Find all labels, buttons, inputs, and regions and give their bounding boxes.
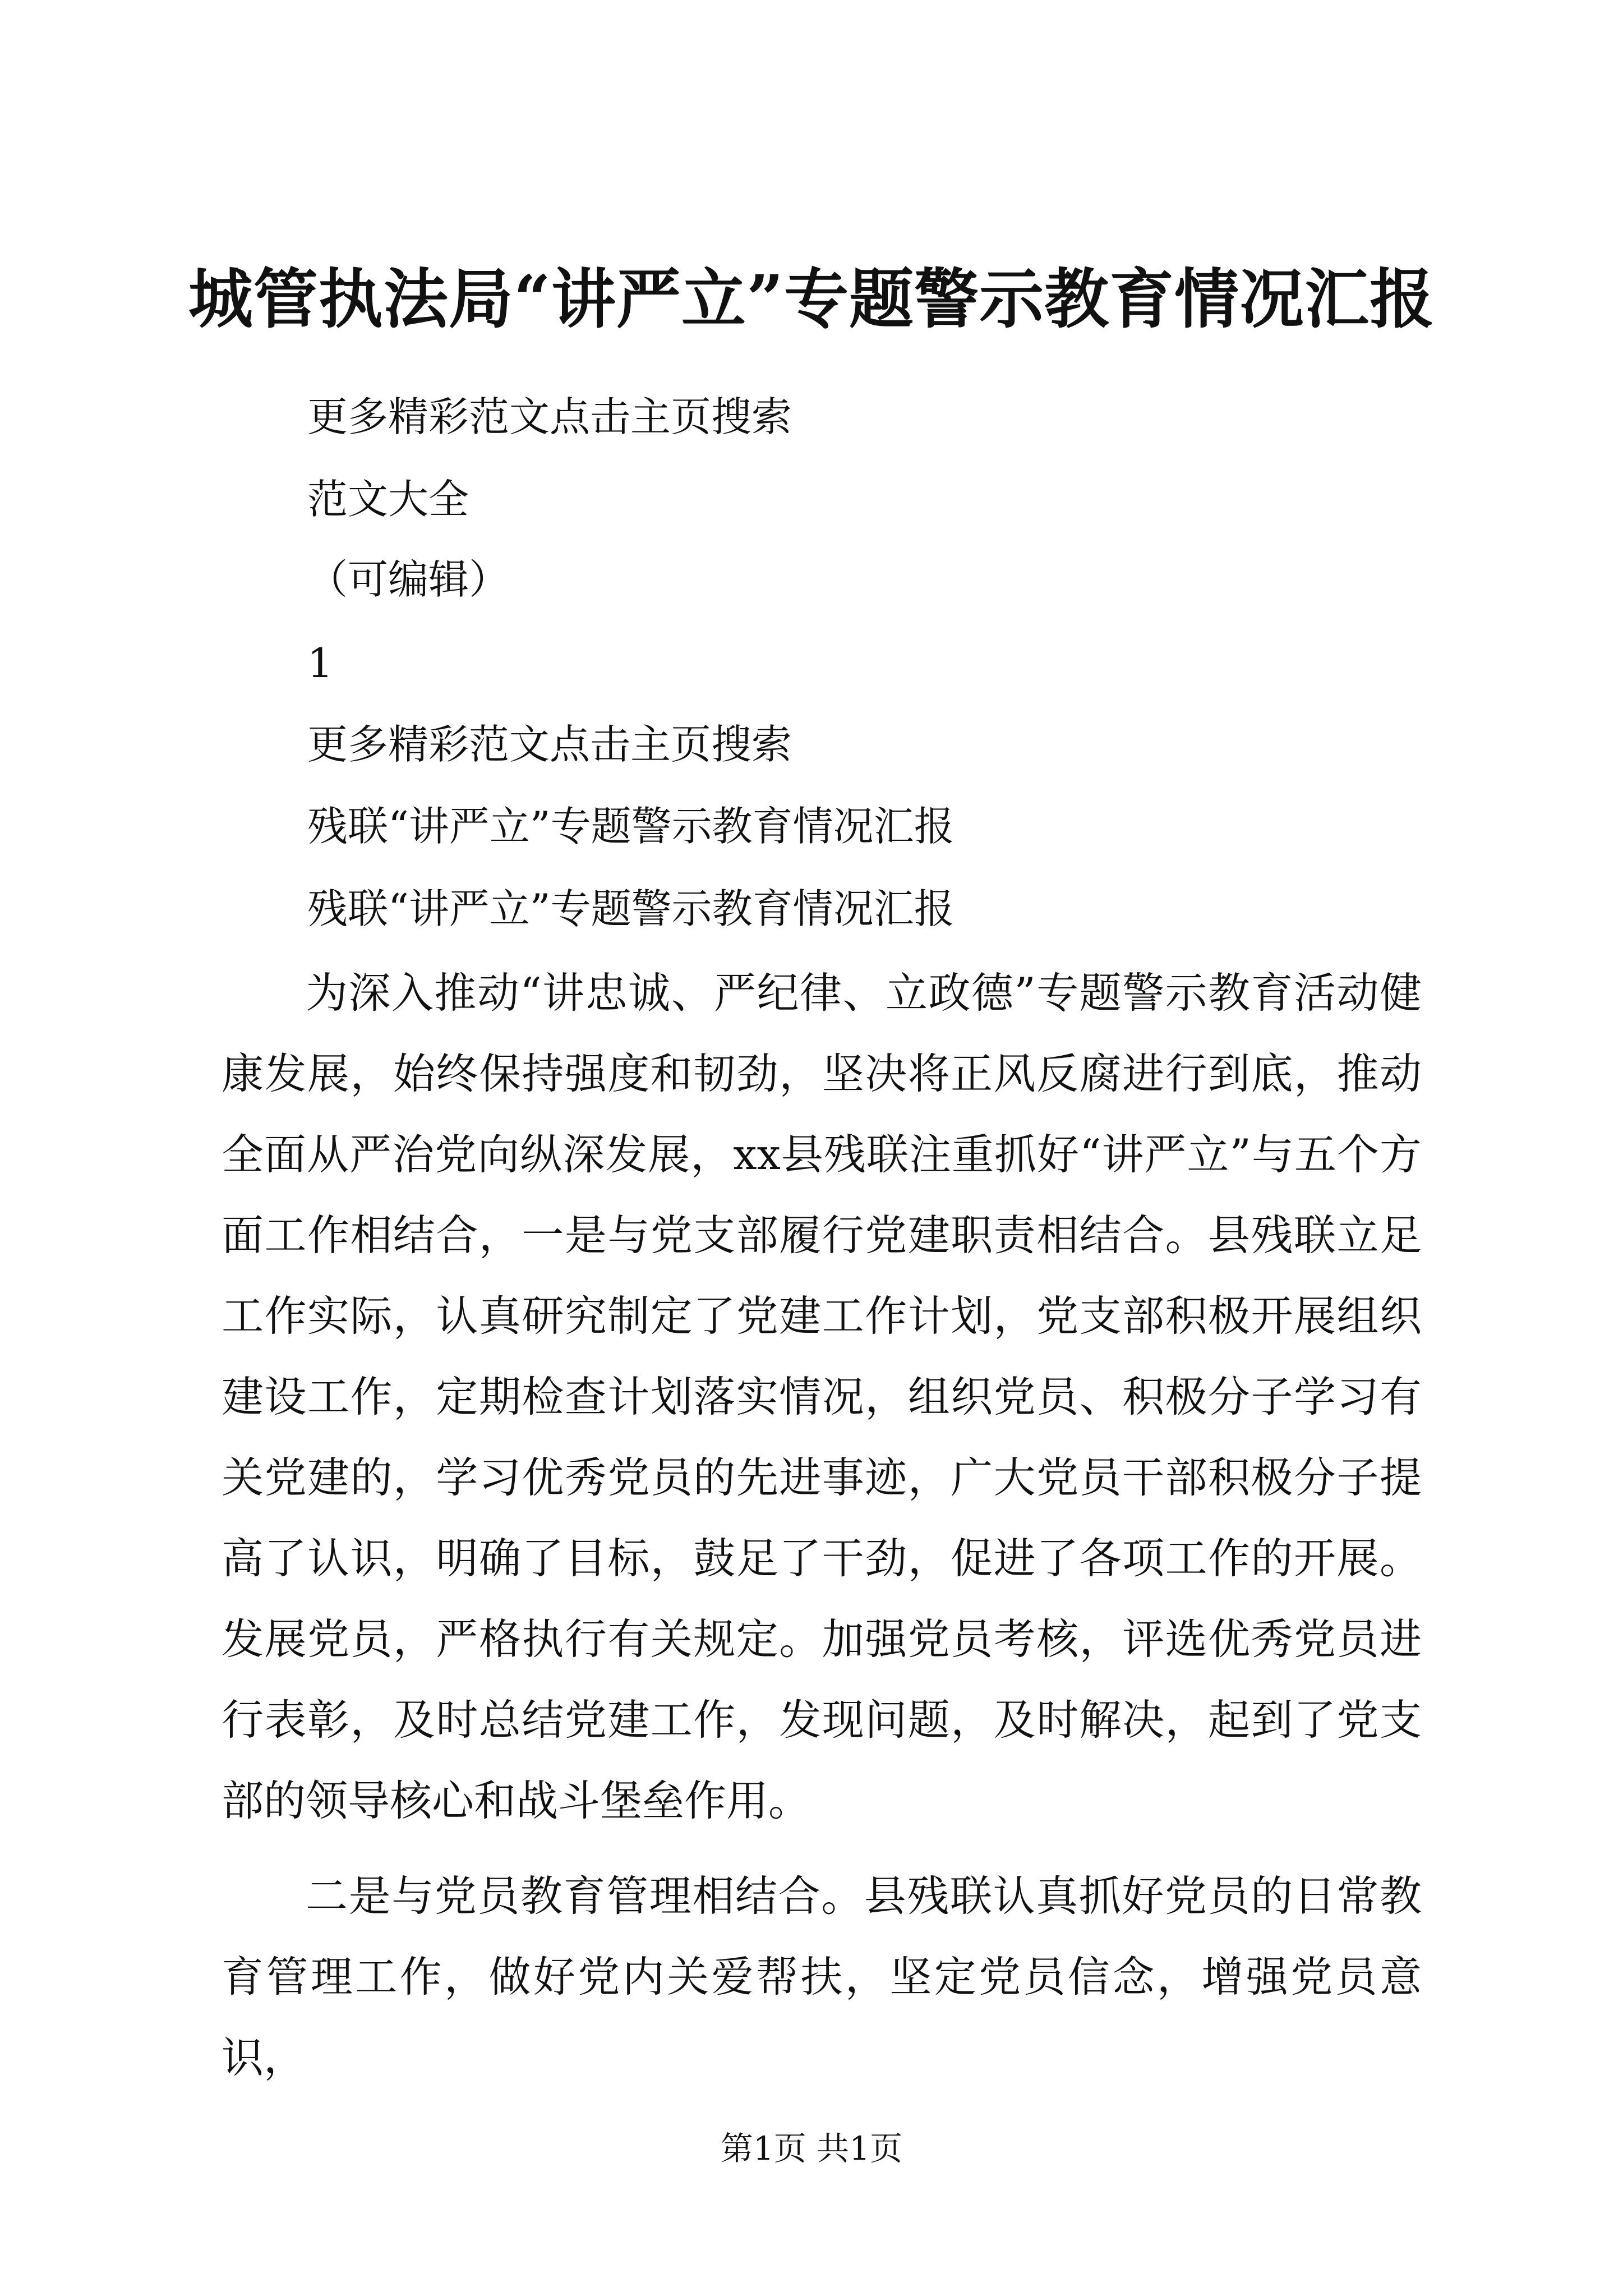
body-paragraph: 二是与党员教育管理相结合。县残联认真抓好党员的日常教育管理工作，做好党内关爱帮扶，坚定党员信念，增强党员意识， bbox=[222, 1871, 1422, 2082]
body-paragraph: 为深入推动“讲忠诚、严纪律、立政德”专题警示教育活动健康发展，始终保持强度和韧劲，坚决将正风反腐进行到底，推动全面从严治党向纵深发展，xx县残联注重抓好“讲严立”与五个方面工作相结合，一是与党支部履行党建职责相结合。县残联立足工作实际，认真研究制定了党建工作计划，党支部积极开展组织建设工作，定期检查计划落实情况，组织党员、积极分子学习有关党建的，学习优秀党员的先进事迹，广大党员干部积极分子提高了认识，明确了目标，鼓足了干劲，促进了各项工作的开展。发展党员，严格执行有关规定。加强党员考核，评选优秀党员进行表彰，及时总结党建工作，发现问题，及时解决，起到了党支部的领导核心和战斗堡垒作用。 bbox=[222, 968, 1422, 1825]
text-line-collection: 范文大全 bbox=[307, 476, 469, 523]
text-line-editable: （可编辑） bbox=[307, 556, 510, 603]
document-title: 城管执法局“讲严立”专题警示教育情况汇报 bbox=[188, 261, 1435, 337]
text-line-subtitle: 残联“讲严立”专题警示教育情况汇报 bbox=[307, 803, 955, 850]
page-footer: 第1页 共1页 bbox=[720, 2129, 903, 2168]
text-line-number: 1 bbox=[307, 639, 333, 687]
text-line-promo-repeat: 更多精彩范文点击主页搜索 bbox=[307, 721, 792, 768]
text-line-subtitle-repeat: 残联“讲严立”专题警示教育情况汇报 bbox=[307, 885, 955, 932]
text-line-promo: 更多精彩范文点击主页搜索 bbox=[307, 393, 792, 440]
